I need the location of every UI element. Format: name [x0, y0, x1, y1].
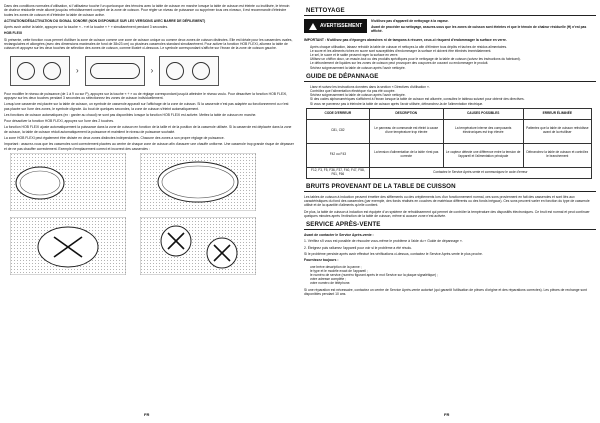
body-paragraph: Lorsqu'une casserole est placée sur la table de cuisson, un symbole de casserole apparaît sur l'affichage de la zone de cuisson. Si la casserole n'est pas adaptée au fonctionnement ou n'est pas placée sur l'une des zones, le symbole clignote. Au bout de quelques secondes, la zone de cuisson s'éteint automatiquement.	[4, 102, 289, 111]
list-item: • Le sel, le sucre et le sable peuvent rayer la surface en verre.	[310, 53, 596, 57]
table-cell: La tension d'alimentation de la table n'est pas correcte	[369, 143, 443, 167]
warning-text	[371, 19, 596, 35]
activation-text: Après avoir activé la table, appuyez sur la touche « - » et la touche « + » simultanément pendant 3 secondes.	[4, 25, 169, 30]
list-item: • votre adresse complète ;	[310, 277, 596, 281]
table-cell: La température interne des composants électroniques est trop élevée	[443, 119, 523, 143]
body-paragraph: La fonction HOB FLEXI ajuste automatiquement la puissance dans la zone de cuisson en fonction de la taille et de la position de la casserole utilisée. Si la casserole est déplacée dans la zone de cuisson, la table de cuisson réduit automatiquement la puissance et maintient le niveau de puissance souhaité.	[4, 125, 292, 134]
section-header	[304, 182, 596, 192]
table-row	[307, 119, 592, 143]
table-row	[307, 167, 592, 178]
table-cell: C81, C82	[307, 119, 370, 143]
right-column	[304, 4, 596, 419]
table-cell: Le capteur détecte une différence entre la tension de l'appareil et l'alimentation principale	[443, 143, 523, 167]
list-item: • le type et le modèle exact de l'appareil ;	[310, 269, 596, 273]
list-item: • Si des codes alphanumériques s'affichent à l'écran lorsque la table de cuisson est allumée, consultez le tableau suivant pour obtenir des directives.	[310, 97, 596, 101]
warning-triangle-icon	[309, 23, 317, 30]
warning-label: AVERTISSEMENT	[304, 19, 367, 33]
section-header	[304, 72, 596, 82]
section-header	[304, 6, 596, 16]
hob-flexi-diagram	[10, 54, 294, 88]
list-item: • Si vous ne parvenez pas à éteindre la table de cuisson après l'avoir utilisée, débranchez-la de l'alimentation électrique.	[310, 102, 596, 106]
table-header-row	[307, 108, 592, 119]
pan-correct-long-illustration	[140, 153, 256, 211]
important-paragraph: Important : assurez-vous que les casseroles sont correctement placées au centre de chaque zone de cuisson afin d'assurer une chauffe uniforme. Une casserole trop grande risque de dépasser et de ne pas chauffer correctement. Exemple d'emplacement correct et incorrect des casseroles :	[4, 142, 294, 151]
table-cell: Patientez que la table de cuisson refroidisse avant de la réutiliser	[523, 119, 591, 143]
body-paragraph: La zone HOB FLEXI peut également être divisée en deux zones distinctes indépendantes. Chacune des zones a son propre réglage de puissance.	[4, 136, 225, 141]
sav-heading: Avant de contacter le Service Après-vente :	[304, 233, 374, 238]
table-row	[307, 143, 592, 167]
warning-box	[304, 19, 596, 35]
section-title-sav: SERVICE APRÈS-VENTE	[306, 221, 381, 229]
sav-text: Si le problème persiste après avoir effectué les vérifications ci-dessus, contactez le Service Après-vente le plus proche.	[304, 252, 483, 256]
list-item: • Le sucre et les aliments riches en sucre sont susceptibles d'endommager la surface et doivent être éliminés immédiatement.	[310, 49, 596, 53]
hob-flexi-text: Si présente, cette fonction vous permet d'utiliser la zone de cuisson comme une zone de cuisson unique ou comme deux zones de cuisson distinctes. Elle est idéale pour les casseroles ovales, rectangulaires et allongées (avec des dimensions maximales de fond de 38x23 cm) ou plusieurs casseroles standard simultanément. Pour activer la fonction HOB FLEXI, allumez la table de cuisson et appuyez sur les deux touches de sélection des zones de cuisson, comme illustré ci-dessous. Le symbole correspondant s'affiche sur l'écran de la zone de cuisson gauche.	[4, 37, 293, 51]
table-cell: Contactez le Service Après-vente et communiquez le code d'erreur	[369, 167, 591, 178]
activation-title: ACTIVATION/DÉSACTIVATION DU SIGNAL SONORE (NON DISPONIBLE SUR LES VERSIONS AVEC BARRE DE DÉFILEMENT)	[4, 18, 206, 23]
section-title-guide: GUIDE DE DÉPANNAGE	[306, 72, 379, 80]
intro-paragraph: Dans des conditions normales d'utilisation, si l'utilisateur touche l'un quelconque des témoins avec la table de cuisson en marche lorsque la table de cuisson est éteinte ou inutilisée, le témoin de chaleur résiduelle reste allumé jusqu'au refroidissement complet de la zone de cuisson. Pour régler un niveau de puissance ou supprimer tous ces niveaux, il est recommandé d'éteindre toutes les zones de cuisson et d'éteindre la table de cuisson active.	[4, 4, 290, 17]
table-header: ERREUR ÉLIMINÉE	[523, 108, 591, 119]
body-paragraph: Les tables de cuisson à induction peuvent émettre des sifflements ou des crépitements lors d'un fonctionnement normal, ces sons proviennent en fait des casseroles et sont liés aux caractéristiques du fond des casseroles (par exemple, des fonds réalisés en couches de matériaux différents ou des fonds inégaux). Ces sons peuvent varier en fonction du type de casserole utilisé et de la quantité d'aliments qu'elle contient.	[304, 194, 590, 208]
section-title-bruits: BRUITS PROVENANT DE LA TABLE DE CUISSON	[306, 182, 456, 190]
list-item: • Séchez soigneusement la table de cuisson après l'avoir nettoyée.	[310, 66, 596, 70]
table-header: CAUSES POSSIBLES	[443, 108, 523, 119]
table-cell: Débranchez la table de cuisson et contrôlez le branchement	[523, 143, 591, 167]
arrow-icon: ›	[150, 66, 154, 76]
body-paragraph: De plus, la table de cuisson à induction est équipée d'un système de refroidissement qui permet de contrôler la température des dispositifs électroniques. Ce bruit est normal et peut continuer quelques minutes après l'extinction de la table de cuisson, même si aucune zone n'est activée.	[304, 209, 590, 218]
pan-incorrect-illustration	[10, 217, 126, 275]
left-column	[4, 4, 294, 419]
list-item: • votre numéro de téléphone.	[310, 281, 596, 285]
hob-illustration-3	[159, 56, 219, 86]
page-footer: FR	[444, 412, 450, 417]
hob-illustration-1	[10, 56, 70, 86]
list-item: • le numéro de service (numéro figurant après le mot Service sur la plaque signalétique) ;	[310, 273, 596, 277]
body-paragraph: Pour modifier le niveau de puissance (de 1 à 9 ou sur P), appuyez sur la touche « + » ou de réglage correspondant jusqu'à atteindre le niveau voulu. Pour désactiver la fonction HOB FLEXI, appuyez sur les deux touches pendant 3 secondes ou sélectionnez les zones de cuisson individuellement.	[4, 91, 288, 100]
list-item: • Le débordement de liquides sur les zones de cuisson peut provoquer des coupures de courant ou endommager le produit.	[310, 61, 596, 65]
pan-incorrect-illustration	[140, 217, 256, 275]
list-item: • une brève description de la panne ;	[310, 265, 596, 269]
warning-line: N'utilisez pas d'appareil de nettoyage à la vapeur.	[371, 19, 449, 23]
hob-illustration-2	[85, 56, 145, 86]
list-item: • Après chaque utilisation, laissez refroidir la table de cuisson et nettoyez-la afin d'éliminer tous dépôts et taches de résidus alimentaires.	[310, 45, 596, 49]
arrow-icon: ›	[76, 66, 79, 76]
sav-step: 2. Éteignez puis rallumez l'appareil pour voir si le problème a été résolu.	[304, 245, 413, 250]
page-footer: FR	[144, 412, 150, 417]
table-header: CODE D'ERREUR	[307, 108, 370, 119]
list-item: • Utilisez un chiffon doux, un essuie-tout ou des produits spécifiques pour le nettoyage de la table de cuisson (suivez les instructions du fabricant).	[310, 57, 596, 61]
sav-list	[304, 265, 596, 286]
list-item: • Contrôlez que l'alimentation électrique n'a pas été coupée.	[310, 89, 596, 93]
pan-correct-oval-illustration	[10, 153, 126, 211]
table-header: DESCRIPTION	[369, 108, 443, 119]
error-code-table	[306, 108, 592, 179]
section-header	[304, 220, 596, 230]
sav-provide: Fournissez toujours :	[304, 258, 339, 263]
sav-step: 1. Vérifiez s'il vous est possible de résoudre vous-même le problème à l'aide du « Guide de dépannage ».	[304, 239, 463, 244]
table-cell: F12, F3, F5, F36, F37, F40, F47, F58, F61, F66	[307, 167, 370, 178]
section-title-nettoyage: NETTOYAGE	[306, 7, 345, 14]
cleaning-list	[304, 45, 596, 70]
body-paragraph: Pour désactiver la fonction HOB FLEXI, appuyez sur l'une des 2 touches.	[4, 119, 114, 124]
warning-line: Avant de procéder au nettoyage, assurez-vous que les zones de cuisson sont éteintes et que le témoin de chaleur résiduelle (H) n'est pas affiché.	[371, 25, 587, 34]
list-item: • Séchez soigneusement la table de cuisson après l'avoir nettoyée.	[310, 93, 596, 97]
table-cell: Le panneau de commande est éteint à cause d'une température trop élevée	[369, 119, 443, 143]
body-paragraph: Les fonctions de cuisson automatiques (ex : garder au chaud) ne sont pas disponibles lorsque la fonction HOB FLEXI est activée. Mettez la table de cuisson en marche.	[4, 112, 257, 117]
list-item: • Lisez et suivez les instructions données dans la section « Directives d'utilisation ».	[310, 85, 596, 89]
sav-final: Si une réparation est nécessaire, contactez un centre de Service Après-vente autorisé (qui garantit l'utilisation de pièces d'origine et des réparations correctes). Les pièces de rechange sont disponibles pendant 10 ans.	[304, 287, 587, 296]
important-text: IMPORTANT : N'utilisez pas d'éponges abrasives ni de tampons à récurer, ceux-ci risquent d'endommager la surface en verre.	[304, 38, 507, 43]
hob-flexi-title: HOB FLEXI	[4, 31, 23, 36]
table-cell: F42 ou F43	[307, 143, 370, 167]
pan-placement-illustrations	[10, 153, 270, 275]
guide-list	[304, 85, 596, 106]
